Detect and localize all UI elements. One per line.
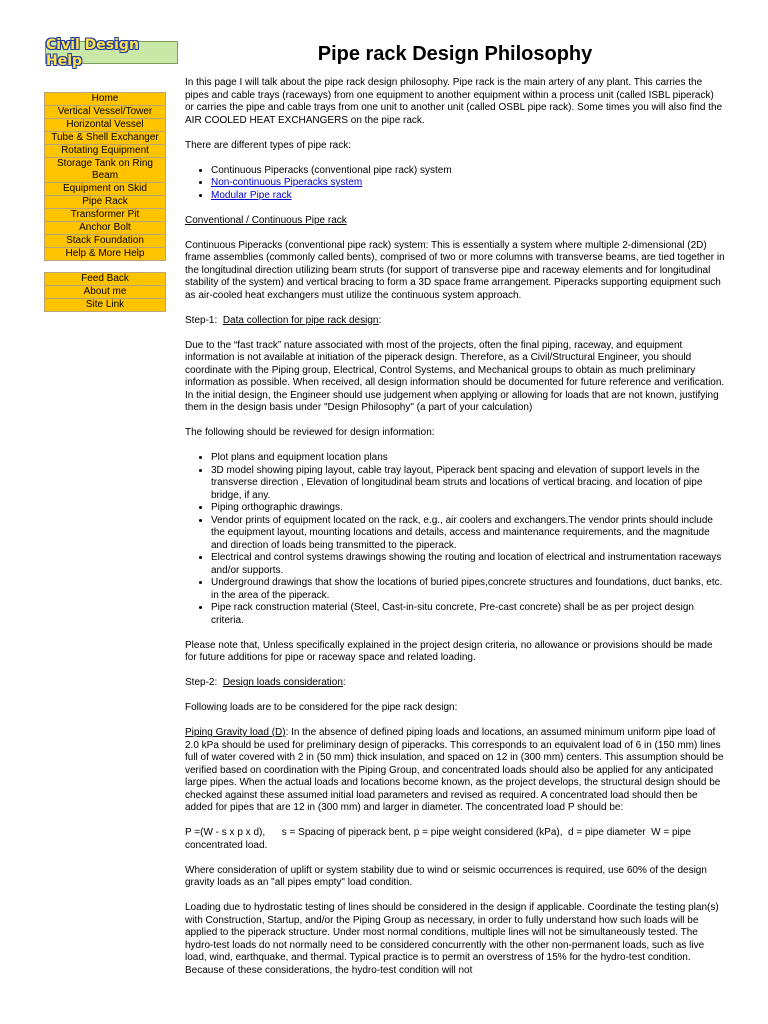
rack-type-continuous: Continuous Piperacks (conventional pipe rack) system — [211, 164, 452, 176]
list-item: • Pipe rack construction material (Steel, Cast-in-situ concrete, Pre-cast concrete) shall be as per project design criteria. — [211, 602, 725, 627]
list-item: • Vendor prints of equipment located on the rack, e.g., air coolers and exchangers.The vendor prints should include the equipment layout, mounting locations and details, access and maintenance requirements, and the magnitude and direction of loads being transmitted to the piperack. — [211, 515, 725, 553]
nav-item-help[interactable]: Help & More Help — [44, 248, 166, 261]
nav-item-stack-foundation[interactable]: Stack Foundation — [44, 235, 166, 248]
types-intro: There are different types of pipe rack: — [185, 139, 352, 151]
step2-prefix: Step-2: — [185, 677, 223, 688]
rack-types-list — [185, 165, 725, 203]
step1-title: Data collection for pipe rack design — [222, 314, 379, 326]
nav-item-equipment-on-skid[interactable]: Equipment on Skid — [44, 183, 166, 196]
nav-item-home[interactable]: Home — [44, 92, 166, 106]
step2-title: Design loads consideration — [222, 677, 343, 688]
step1-heading — [185, 315, 725, 328]
nav-item-pipe-rack[interactable]: Pipe Rack — [44, 196, 166, 209]
step2-suffix: : — [342, 677, 346, 688]
step1-suffix: : — [378, 314, 382, 326]
secondary-nav — [44, 272, 166, 312]
list-item: • Underground drawings that show the locations of buried pipes,concrete structures and foundations, duct banks, etc. in the area of the piperack. — [211, 577, 725, 602]
nav-item-rotating-equipment[interactable]: Rotating Equipment — [44, 145, 166, 158]
intro-paragraph: In this page I will talk about the pipe rack design philosophy. Pipe rack is the main artery of any plant. This carries the pipes and cable trays (raceways) from one equipment to another equipment within a process unit (called ISBL piperack) or carries the pipe and cable trays from one unit to another unit (called OSBL pipe rack). Some times you will also find the AIR COOLED HEAT EXCHANGERS on the pipe rack. — [185, 77, 723, 126]
uplift-paragraph: Where consideration of uplift or system stability due to wind or seismic occurrences is required, use 60% of the design gravity loads as an "all pipes empty" load condition. — [185, 864, 707, 888]
conventional-heading-wrap — [185, 215, 725, 228]
piping-load-text: : In the absence of defined piping loads and locations, an assumed minimum uniform pipe load of 2.0 kPa should be used for preliminary design of piperacks. This corresponds to an equivalent load of 6 in (150 mm) lines full of water covered with 2 in (50 mm) thick insulation, and spaced on 12 in (300 mm) centers. This assumption should be verified based on coordination with the Piping Group, and concentrated loads should also be applied for any anticipated large pipes. When the actual loads and locations become known, as the project develops, the structural design should be checked against these assumed initial load parameters and revised as required. A concentrated load should then be added for pipes that are 12 in (300 mm) and larger in diameter. The concentrated load P should be: — [185, 727, 724, 813]
modular-pipe-rack-link[interactable]: Modular Pipe rack — [211, 189, 292, 201]
loads-intro: Following loads are to be considered for the pipe rack design: — [185, 702, 458, 713]
step1-paragraph: Due to the “fast track” nature associated with most of the projects, often the final piping, raceway, and equipment information is not available at initiation of the piperack design. Therefore, as a Civil/Structural Engineer, you should coordinate with the Piping group, Electrical, Control Systems, and Mechanical groups to obtain as much preliminary information as possible. When received, all design information should be documented for future reference and verification. In the initial design, the Engineer should use judgement when applying or allowing for loads that are not known, justifying them in the design basis under "Design Philosophy" (a part of your calculation) — [185, 339, 725, 413]
step1-prefix: Step-1: — [185, 314, 223, 326]
primary-nav — [44, 92, 166, 261]
nav-item-about-me[interactable]: About me — [44, 286, 166, 299]
main-content — [185, 77, 725, 990]
nav-item-vertical-vessel[interactable]: Vertical Vessel/Tower — [44, 106, 166, 119]
formula-paragraph: P =(W - s x p x d), s = Spacing of piperack bent, p = pipe weight considered (kPa), d = pipe diameter W = pipe concentrated load. — [185, 827, 694, 851]
nav-item-anchor-bolt[interactable]: Anchor Bolt — [44, 222, 166, 235]
list-item — [211, 177, 725, 190]
list-item: • 3D model showing piping layout, cable tray layout, Piperack bent spacing and elevation of support levels in the transverse direction , Elevation of longitudinal beam struts and locations of vertical bracing. and location of pipe bridge, if any. — [211, 465, 725, 503]
nav-item-transformer-pit[interactable]: Transformer Pit — [44, 209, 166, 222]
piping-load-heading: Piping Gravity load (D) — [185, 727, 286, 738]
list-item — [211, 165, 725, 178]
nav-item-storage-tank[interactable]: Storage Tank on Ring Beam — [44, 158, 166, 183]
list-item — [211, 190, 725, 203]
nav-item-horizontal-vessel[interactable]: Horizontal Vessel — [44, 119, 166, 132]
conventional-paragraph: Continuous Piperacks (conventional pipe rack) system: This is essentially a system where multiple 2-dimensional (2D) frame assemblies (commonly called bents), comprised of two or more columns with transverse beams, are tied together in the longitudinal direction utilizing beam struts (for support of transverse pipe and raceway elements and for longitudinal stability of the system) and vertical bracing to form a 3D space frame arrangement. Piperacks supporting equipment such as air-cooled heat exchangers must utilize the continuous system approach. — [185, 239, 725, 301]
non-continuous-link[interactable]: Non-continuous Piperacks system — [211, 177, 363, 188]
step2-heading — [185, 677, 725, 690]
site-logo[interactable] — [45, 36, 178, 69]
review-intro: The following should be reviewed for design information: — [185, 427, 435, 438]
list-item: • Electrical and control systems drawings showing the routing and location of electrical and instrumentation raceways and/or supports. — [211, 552, 725, 577]
nav-item-tube-shell-exchanger[interactable]: Tube & Shell Exchanger — [44, 132, 166, 145]
hydro-paragraph: Loading due to hydrostatic testing of lines should be considered in the design if applicable. Coordinate the testing plan(s) with Construction, Startup, and/or the Piping Group as necessary, in order to fully understand how such loads will be applied to the piperack structure. Under most normal conditions, multiple lines will not be simultaneously tested. The hydro-test loads do not normally need to be considered concurrently with the other non-permanent loads, such as live load, wind, earthquake, and thermal. Typical practice is to permit an overstress of 15% for the hydro-test condition. Because of these considerations, the hydro-test condition will not — [185, 902, 719, 976]
review-list — [185, 452, 725, 627]
list-item: • Piping orthographic drawings. — [211, 502, 725, 515]
piping-load-paragraph — [185, 727, 725, 815]
nav-item-site-link[interactable]: Site Link — [44, 299, 166, 312]
nav-item-feedback[interactable]: Feed Back — [44, 272, 166, 286]
page-title: Pipe rack Design Philosophy — [317, 43, 593, 65]
note-paragraph: Please note that, Unless specifically explained in the project design criteria, no allowance or provisions should be made for future additions for pipe or raceway space and related loading. — [185, 639, 713, 663]
logo-text: Civil Design Help — [46, 36, 139, 69]
section-heading-conventional: Conventional / Continuous Pipe rack — [185, 214, 347, 226]
list-item: • Plot plans and equipment location plans — [211, 452, 725, 465]
